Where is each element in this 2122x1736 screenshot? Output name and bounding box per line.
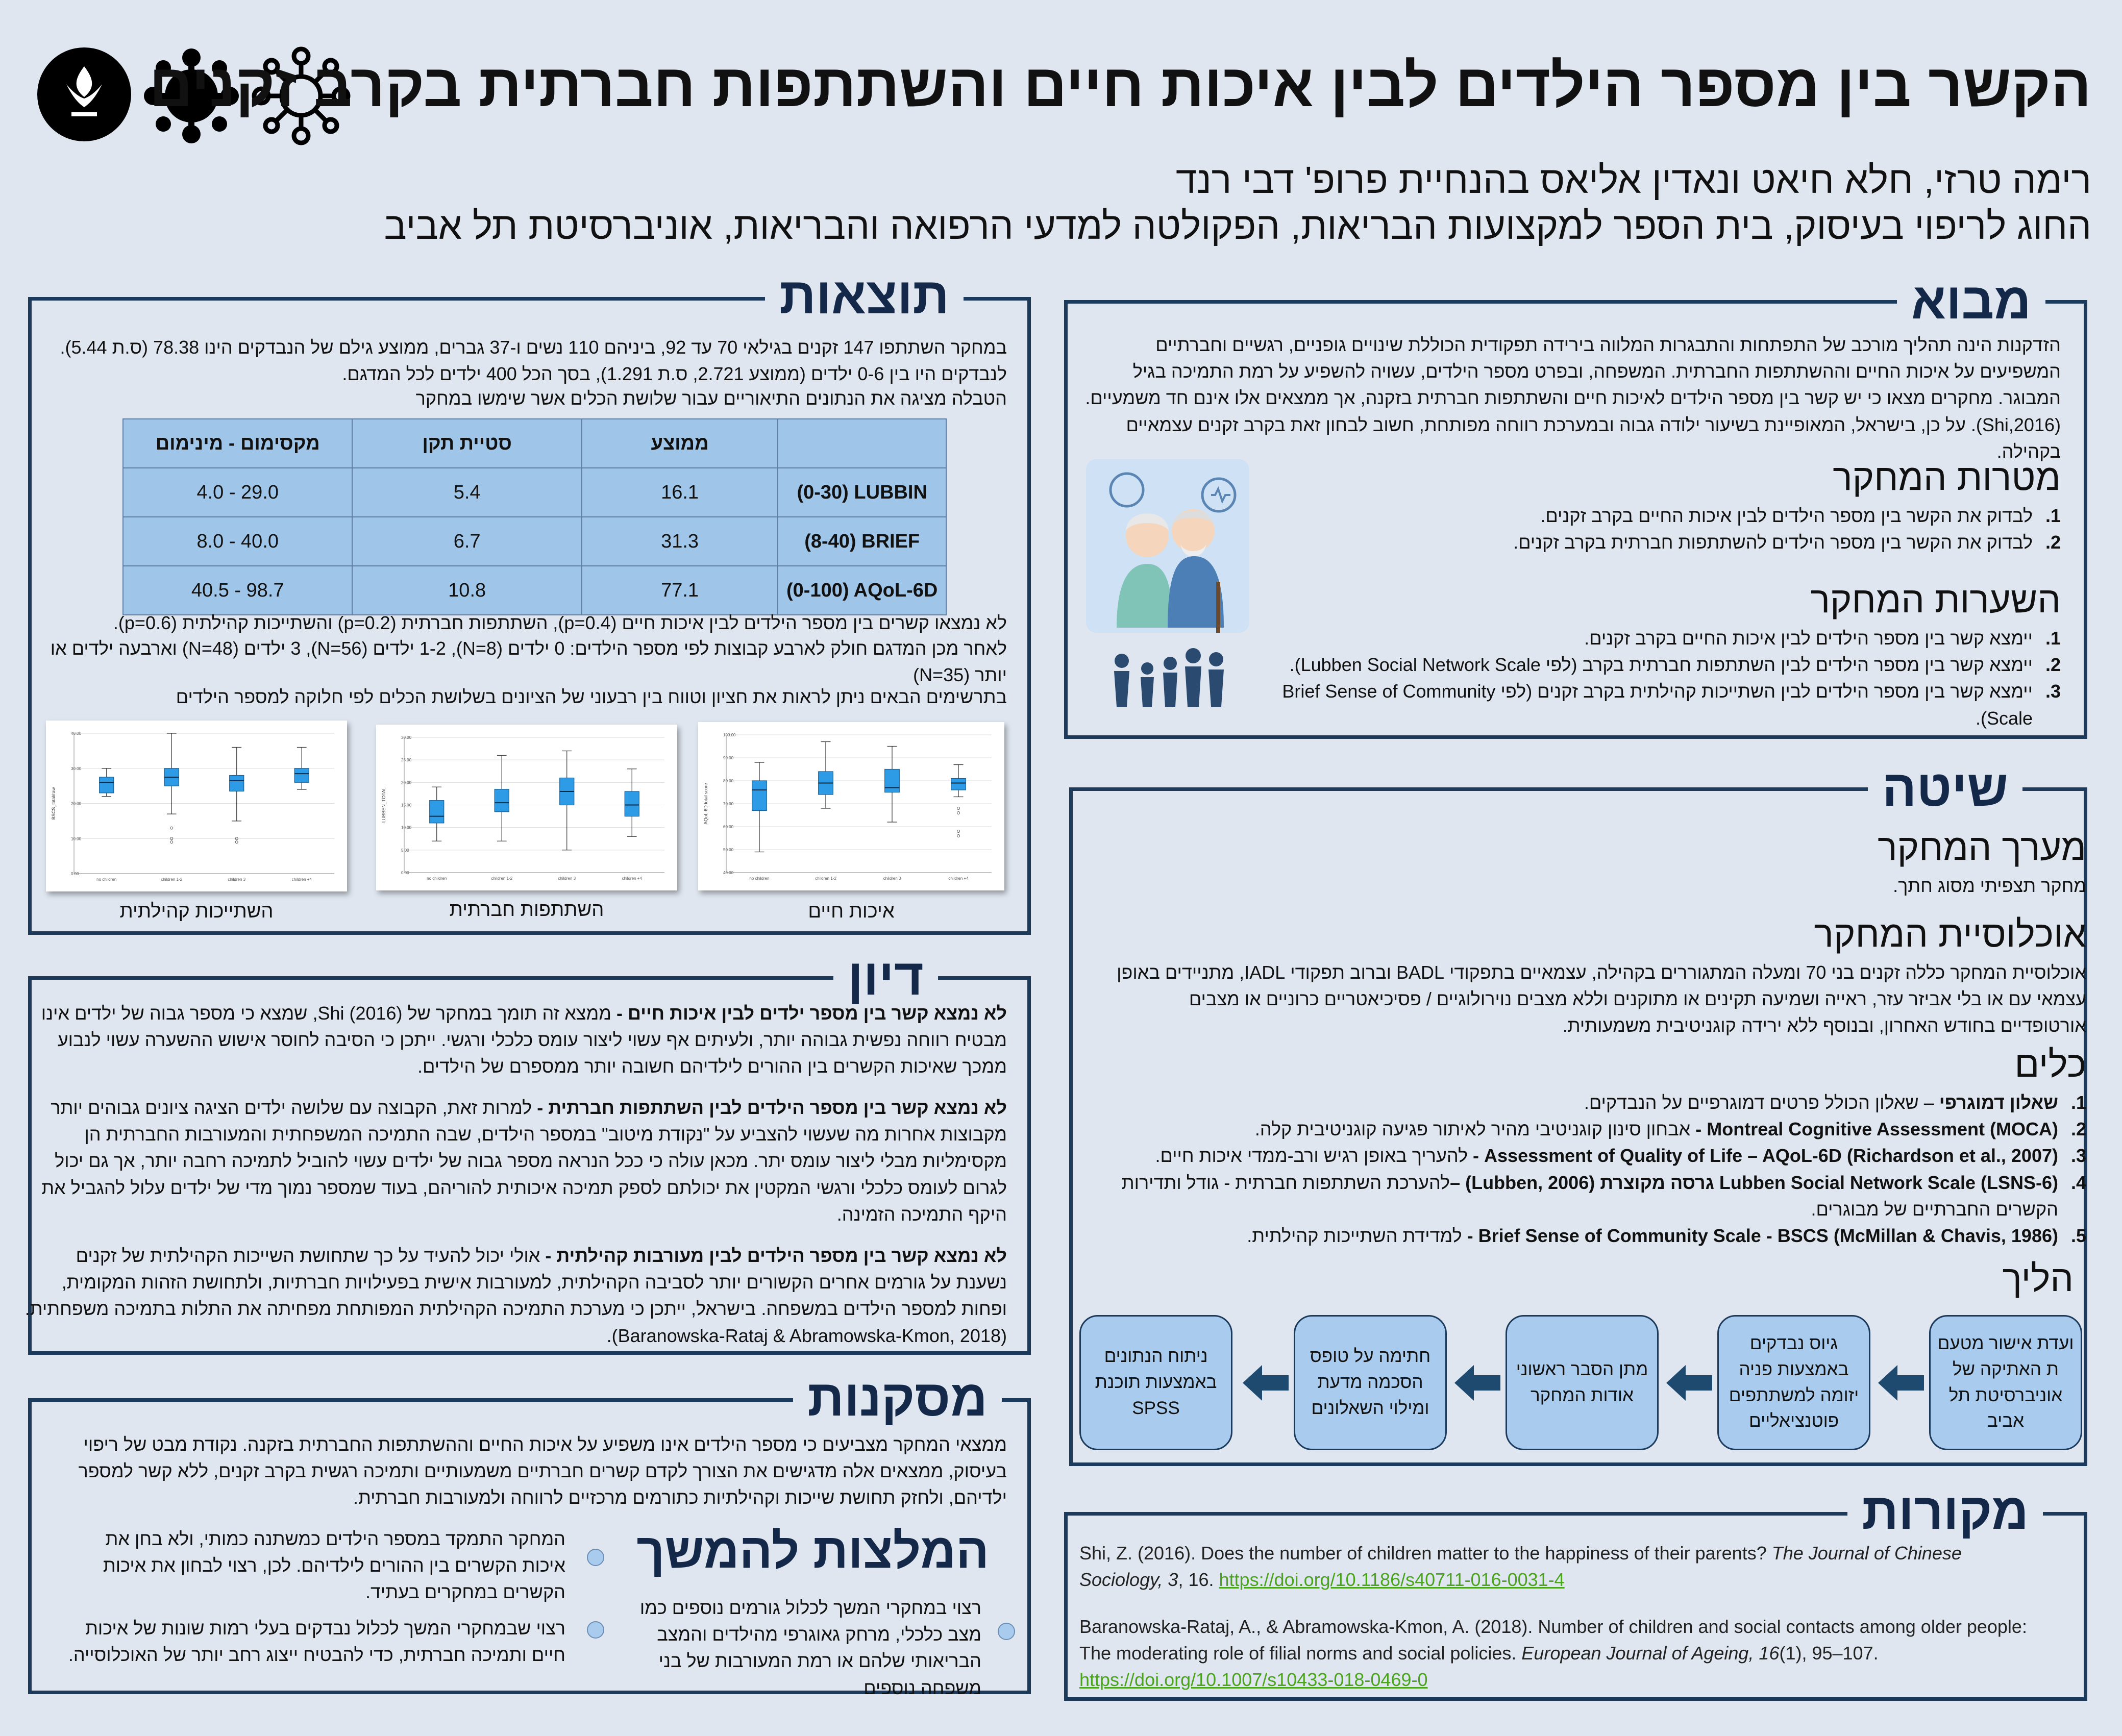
arrow-left-icon: [1243, 1362, 1289, 1406]
table-cell: 10.8: [352, 566, 581, 615]
chart-label-social: השתתפות חברתית: [449, 899, 604, 921]
boxplot-quality-of-life: [698, 722, 1004, 890]
table-cell: (8-40) BRIEF: [778, 517, 946, 566]
design-heading: מערך המחקר: [1878, 827, 2086, 868]
x-tick-label: no children: [96, 877, 117, 882]
table-cell: 16.1: [582, 468, 778, 517]
outlier-point: [957, 835, 960, 837]
y-tick-label: 50.00: [723, 848, 734, 852]
population-heading: אוכלוסיית המחקר: [1814, 914, 2086, 955]
box: [100, 777, 114, 793]
table-cell: 4.0 - 29.0: [123, 468, 352, 517]
y-tick-label: 30.00: [401, 735, 412, 740]
boxplot-community: [46, 721, 347, 891]
discussion-p1: לא נמצא קשר בין מספר ילדים לבין איכות חיים - ממצא זה תומך במחקר של Shi (2016), שמצא כי מספר גבוה של ילדים אינו מבטיח רווחה נפשית גבוהה יותר, ולעיתים אף עשוי ליצור עומס כלכלי ורגשי. ייתכן כי הסיבה לחוסר אישוש ההשערה עשוי לנבוע ממכך שאיכות הקשרים בין ההורים לילדיהם חשובה יותר ממספרם של הילדים.: [41, 1003, 1007, 1077]
recommendations-heading: המלצות להמשך: [636, 1524, 989, 1578]
tool-item: 4. Lubben Social Network Scale (LSNS-6) גרסה מקוצרת (Lubben, 2006) –להערכת השתתפות חברתית - גודל ותדירות הקשרים החברתיים של מבוגרים.: [1121, 1172, 2086, 1220]
table-cell: 5.4: [352, 468, 581, 517]
hypothesis-item: 1. יימצא קשר בין מספר הילדים לבין איכות החיים בקרב זקנים.: [1584, 628, 2061, 649]
boxplot-social: [376, 725, 677, 890]
y-tick-label: 15.00: [401, 803, 412, 808]
tel-aviv-university-logo: [36, 46, 133, 143]
reference-2: Baranowska-Rataj, A., & Abramowska-Kmon, A. (2018). Number of children and social contacts among older people: The moderating role of filial norms and social policies. European Journal of Ageing, 16(1), 95–107. https://doi.org/10.1007/s10433-018-0469-0: [1079, 1616, 2027, 1691]
results-para2: הטבלה מציגה את הנתונים התיאוריים עבור שלושת הכלים אשר שימשו במחקר: [415, 388, 1007, 409]
box: [430, 801, 444, 823]
goals-heading: מטרות המחקר: [1833, 457, 2061, 498]
conclusions-text: ממצאי המחקר מצביעים כי מספר הילדים אינו משפיע על איכות החיים וההשתתפות החברתית בזקנה. נקודת מבט של ריפוי בעיסוק, ממצאים אלה מדגישים את הצורך לקדם קשרים חברתיים משמעותיים ותמיכה רגשית בקרב זקנים, ללא קשר למספר ילדיהם, ולחזק תחושת שייכות וקהילתיות כתורמים מרכזיים לרווחה ולמעורבות חברתית.: [78, 1434, 1007, 1508]
tool-item: 1. שאלון דמוגרפי – שאלון הכולל פרטים דמוגרפיים על הנבדקים.: [1584, 1092, 2086, 1113]
table-header: סטיית תקן: [352, 419, 581, 468]
y-tick-label: 10.00: [71, 836, 82, 841]
descriptive-stats-table: [122, 418, 947, 615]
x-tick-label: no children: [749, 876, 770, 881]
y-tick-label: 20.00: [401, 780, 412, 785]
references-heading: מקורות: [1847, 1486, 2043, 1537]
box: [752, 781, 767, 811]
x-tick-label: no children: [427, 876, 447, 881]
flow-step-3: מתן הסבר ראשוני אודות המחקר: [1506, 1315, 1659, 1450]
x-tick-label: 3 children: [558, 876, 576, 881]
arrow-left-icon: [1878, 1362, 1924, 1406]
y-axis-label: BSCS_total/raw: [51, 787, 56, 820]
arrow-left-icon: [1666, 1362, 1712, 1406]
affiliation: החוג לריפוי בעיסוק, בית הספר למקצועות הבריאות, הפקולטה למדעי הרפואה והבריאות, אוניברסיטת תל אביב: [384, 205, 2091, 247]
x-tick-label: 1-2 children: [815, 876, 836, 881]
table-header: [778, 419, 946, 468]
box: [951, 779, 966, 790]
results-para3: לא נמצאו קשרים בין מספר הילדים לבין איכות חיים (p=0.4), השתתפות חברתית (p=0.2) והשתייכות קהילתית (p=0.6).: [113, 612, 1007, 633]
tool-item: 2. Montreal Cognitive Assessment (MOCA) - אבחון סינון קוגניטיבי מהיר לאיתור פגיעה קוגניטיבית קלה.: [1254, 1119, 2086, 1140]
y-tick-label: 20.00: [71, 801, 82, 806]
flow-step-2: גיוס נבדקים באמצעות פניה יזומה למשתתפים פוטנציאליים: [1717, 1315, 1870, 1450]
arrow-left-icon: [1454, 1362, 1500, 1406]
table-cell: (0-30) LUBBIN: [778, 468, 946, 517]
table-header: מקסימום - מינימום: [123, 419, 352, 468]
recommendation-item: רצוי שבמחקרי המשך לכלול נבדקים בעלי רמות שונות של איכות חיים ותמיכה חברתית, כדי להבטיח ייצוג רחב יותר של האוכלוסייה.: [68, 1618, 565, 1666]
y-tick-label: 70.00: [723, 802, 734, 806]
population-text: אוכלוסיית המחקר כללה זקנים בני 70 ומעלה המתגוררים בקהילה, עצמאיים בתפקודי BADL וברוב תפקודי IADL, מתניידים באופן עצמאי עם או בלי אביזר עזר, ראייה ושמיעה תקינים או מתוקנים וללא מצבים נוירולוגיים / פסיכיאטריים כרוניים או מצבים אורטופדיים בחודש האחרון, ובנוסף ללא ירידה קוגניטיבית משמעותית.: [1117, 962, 2086, 1036]
box: [885, 770, 900, 792]
tool-item: 3. (Richardson et al., 2007) Assessment of Quality of Life – AQoL-6D - להעריך באופן רגיש ורב-ממדי איכות חיים.: [1155, 1145, 2086, 1167]
chart-label-quality-of-life: איכות חיים: [808, 901, 895, 922]
x-tick-label: 3 children: [228, 877, 246, 882]
flow-step-1: ועדת אישור מטעם ת האתיקה של אוניברסיטת תל אביב: [1929, 1315, 2082, 1450]
results-heading: תוצאות: [765, 270, 964, 321]
y-tick-label: 25.00: [401, 758, 412, 763]
elderly-couple-illustration: [1086, 459, 1249, 725]
conclusions-heading: מסקנות: [793, 1373, 1002, 1424]
bullet-icon: [587, 1549, 604, 1566]
table-header: ממוצע: [582, 419, 778, 468]
x-tick-label: 4+ children: [622, 876, 642, 881]
x-tick-label: 1-2 children: [491, 876, 513, 881]
results-para5: בתרשימים הבאים ניתן לראות את חציון וטווח בין רבעוני של הציונים בשלושת הכלים לפי חלוקה למספר הילדים: [176, 686, 1007, 707]
y-tick-label: 90.00: [723, 756, 734, 760]
flow-step-4: חתימה על טופס הסכמה מדעת ומילוי השאלונים: [1294, 1315, 1447, 1450]
table-header-row: [123, 419, 946, 468]
table-cell: 77.1: [582, 566, 778, 615]
table-cell: 8.0 - 40.0: [123, 517, 352, 566]
box: [230, 776, 244, 791]
tool-item: 5. (McMillan & Chavis, 1986) Brief Sense of Community Scale - BSCS - למדידת השתייכות קהילתית.: [1247, 1225, 2086, 1246]
poster-title: הקשר בין מספר הילדים לבין איכות חיים והשתתפות חברתית בקרב זקנים: [149, 52, 2091, 119]
reference-link[interactable]: https://doi.org/10.1007/s10433-018-0469-0: [1079, 1669, 1428, 1691]
hypothesis-item: 3. יימצא קשר בין מספר הילדים לבין השתייכות קהילתית בקרב זקנים (לפי Brief Sense of Community Scale).: [1282, 681, 2061, 729]
y-tick-label: 40.00: [71, 731, 82, 736]
outlier-point: [170, 827, 173, 829]
x-tick-label: 3 children: [883, 876, 901, 881]
table-cell: 40.5 - 98.7: [123, 566, 352, 615]
box: [625, 791, 639, 816]
y-tick-label: 0.00: [401, 871, 409, 875]
recommendation-item: רצוי במחקרי המשך לכלול גורמים נוספים כמו מצב כלכלי, מרחק גאוגרפי מהילדים והמצב הבריאותי שלהם או רמת המעורבות של בני משפחה נוספים: [639, 1597, 981, 1698]
bullet-icon: [998, 1623, 1015, 1640]
y-tick-label: 80.00: [723, 779, 734, 783]
y-tick-label: 30.00: [71, 766, 82, 771]
y-axis-label: AQoL-6D total score: [703, 783, 708, 825]
flow-step-5: ניתוח הנתונים באמצעות תוכנת SPSS: [1079, 1315, 1232, 1450]
table-row: [123, 468, 946, 517]
chart-label-community: השתייכות קהילתית: [119, 901, 274, 922]
table-cell: (0-100) AQoL-6D: [778, 566, 946, 615]
intro-heading: מבוא: [1897, 276, 2045, 327]
tools-list: [1117, 1089, 2086, 1249]
design-text: מחקר תצפיתי מסוג חתך.: [1893, 875, 2086, 896]
discussion-heading: דיון: [833, 952, 938, 1003]
reference-1: Shi, Z. (2016). Does the number of children matter to the happiness of their parents? The Journal of Chinese Sociology, 3, 16. https://doi.org/10.1186/s40711-016-0031-4: [1079, 1543, 1962, 1591]
table-row: [123, 566, 946, 615]
bullet-icon: [587, 1621, 604, 1639]
y-tick-label: 0.00: [71, 872, 79, 876]
discussion-p2: לא נמצא קשר בין מספר הילדים לבין השתתפות חברתית - למרות זאת, הקבוצה עם שלושה ילדים הציגה ציונים גבוהים יותר מקבוצות אחרות מה שעשוי להצביע על "נקודת מיטוב" במספר הילדים, שבה התמיכה המשפחתית והמעורבות החברתית הן מקסימליות מבלי ליצור עומס יתר. מכאן עולה כי ככל הנראה מספר גבוה של ילדים עשוי להוביל לתמיכה רחבה יותר, אך גם יכול לגרום לעומס כלכלי ורגשי המקטין את יכולתם לספק תמיכה איכותית להוריהם, בעוד שמספר נמוך מדי של ילדים עלול להגביל את היקף התמיכה הזמינה.: [41, 1097, 1007, 1225]
table-cell: 6.7: [352, 517, 581, 566]
recommendation-item: המחקר התמקד במספר הילדים כמשתנה כמותי, ולא בחן את איכות הקשרים בין ההורים לילדיהם. לכן, רצוי לבחון את איכות הקשרים במחקרים בעתיד.: [103, 1528, 565, 1603]
authors: רימה טרזי, חלא חיאט ונאדין אליאס בהנחיית פרופ' דבי רנד: [1175, 159, 2091, 201]
x-tick-label: 4+ children: [948, 876, 969, 881]
y-axis-label: LUBBEN_TOTAL: [381, 787, 386, 823]
hypotheses-list: [1244, 625, 2061, 732]
table-cell: 31.3: [582, 517, 778, 566]
outlier-point: [957, 807, 960, 810]
box: [495, 789, 509, 812]
hypotheses-heading: השערות המחקר: [1810, 580, 2061, 621]
goals-list: [1295, 503, 2061, 556]
discussion-p3: לא נמצא קשר בין מספר הילדים לבין מעורבות קהילתית - אולי יכול להעיד על כך שתחושת השייכות הקהילתית של זקנים נשענת על גורמים אחרים הקשורים יותר לסביבה הקהילתית, למעורבות אישית בפעילויות חברתיות, ולתחושת הזהות המקומית, ופחות למספר הילדים במשפחה. בישראל, ייתכן כי מערכת התמיכה הקהילתית המפותחת מפחיתה את התלות בתמיכה משפחתית. (Baranowska-Rataj & Abramowska-Kmon, 2018).: [24, 1245, 1007, 1346]
x-tick-label: 4+ children: [291, 877, 312, 882]
hypothesis-item: 2. יימצא קשר בין מספר הילדים לבין השתתפות חברתית בקרב (לפי Lubben Social Network Scale).: [1289, 654, 2061, 676]
y-tick-label: 40.00: [723, 871, 734, 875]
outlier-point: [170, 841, 173, 844]
goal-item: 2. לבדוק את הקשר בין מספר הילדים להשתתפות חברתית בקרב זקנים.: [1513, 532, 2061, 553]
table-row: [123, 517, 946, 566]
intro-text: הזדקנות הינה תהליך מורכב של התפתחות והתבגרות המלווה בירידה תפקודית הכוללת שינויים גופניים, רגשיים וחברתיים המשפיעים על איכות החיים וההשתתפות החברתית. המשפחה, ובפרט מספר הילדים, עשויה להשפיע על רמת התמיכה בגיל המבוגר. מחקרים מצאו כי יש קשר בין מספר הילדים לאיכות חיים והשתתפות חברתית בזקנה, אך ממצאים אלו אינם חד משמעיים. (Shi,2016). על כן, בישראל, המאופיינת בשיעור ילודה גבוה ובמערכת רווחה מפותחת, חשוב לבחון זאת בקרב זקנים עצמאיים בקהילה.: [1085, 334, 2061, 462]
x-tick-label: 1-2 children: [161, 877, 183, 882]
method-heading: שיטה: [1868, 763, 2022, 814]
outlier-point: [957, 830, 960, 833]
tools-heading: כלים: [2014, 1044, 2086, 1085]
y-tick-label: 60.00: [723, 825, 734, 829]
outlier-point: [957, 812, 960, 814]
reference-link[interactable]: https://doi.org/10.1186/s40711-016-0031-4: [1219, 1569, 1565, 1591]
goal-item: 1. לבדוק את הקשר בין מספר הילדים לבין איכות החיים בקרב זקנים.: [1540, 505, 2061, 526]
y-tick-label: 5.00: [401, 848, 409, 853]
y-tick-label: 100.00: [723, 733, 736, 737]
results-para4: לאחר מכן המדגם חולק לארבע קבוצות לפי מספר הילדים: 0 ילדים (N=8), 1-2 ילדים (N=56), 3 ילדים (N=48) וארבעה ילדים או יותר (N=35): [50, 638, 1007, 686]
outlier-point: [235, 841, 238, 844]
y-tick-label: 10.00: [401, 825, 412, 830]
procedure-heading: הליך: [2002, 1258, 2074, 1299]
results-para1: במחקר השתתפו 147 זקנים בגילאי 70 עד 92, ביניהם 110 נשים ו-37 גברים, ממוצע גילם של הנבדקים הינו 78.38 (ס.ת 5.44). לנבדקים היו בין 0-6 ילדים (ממוצע 2.721, ס.ת 1.291), בסך הכל 400 ילדים לכל המדגם.: [60, 337, 1007, 385]
box: [294, 768, 309, 783]
